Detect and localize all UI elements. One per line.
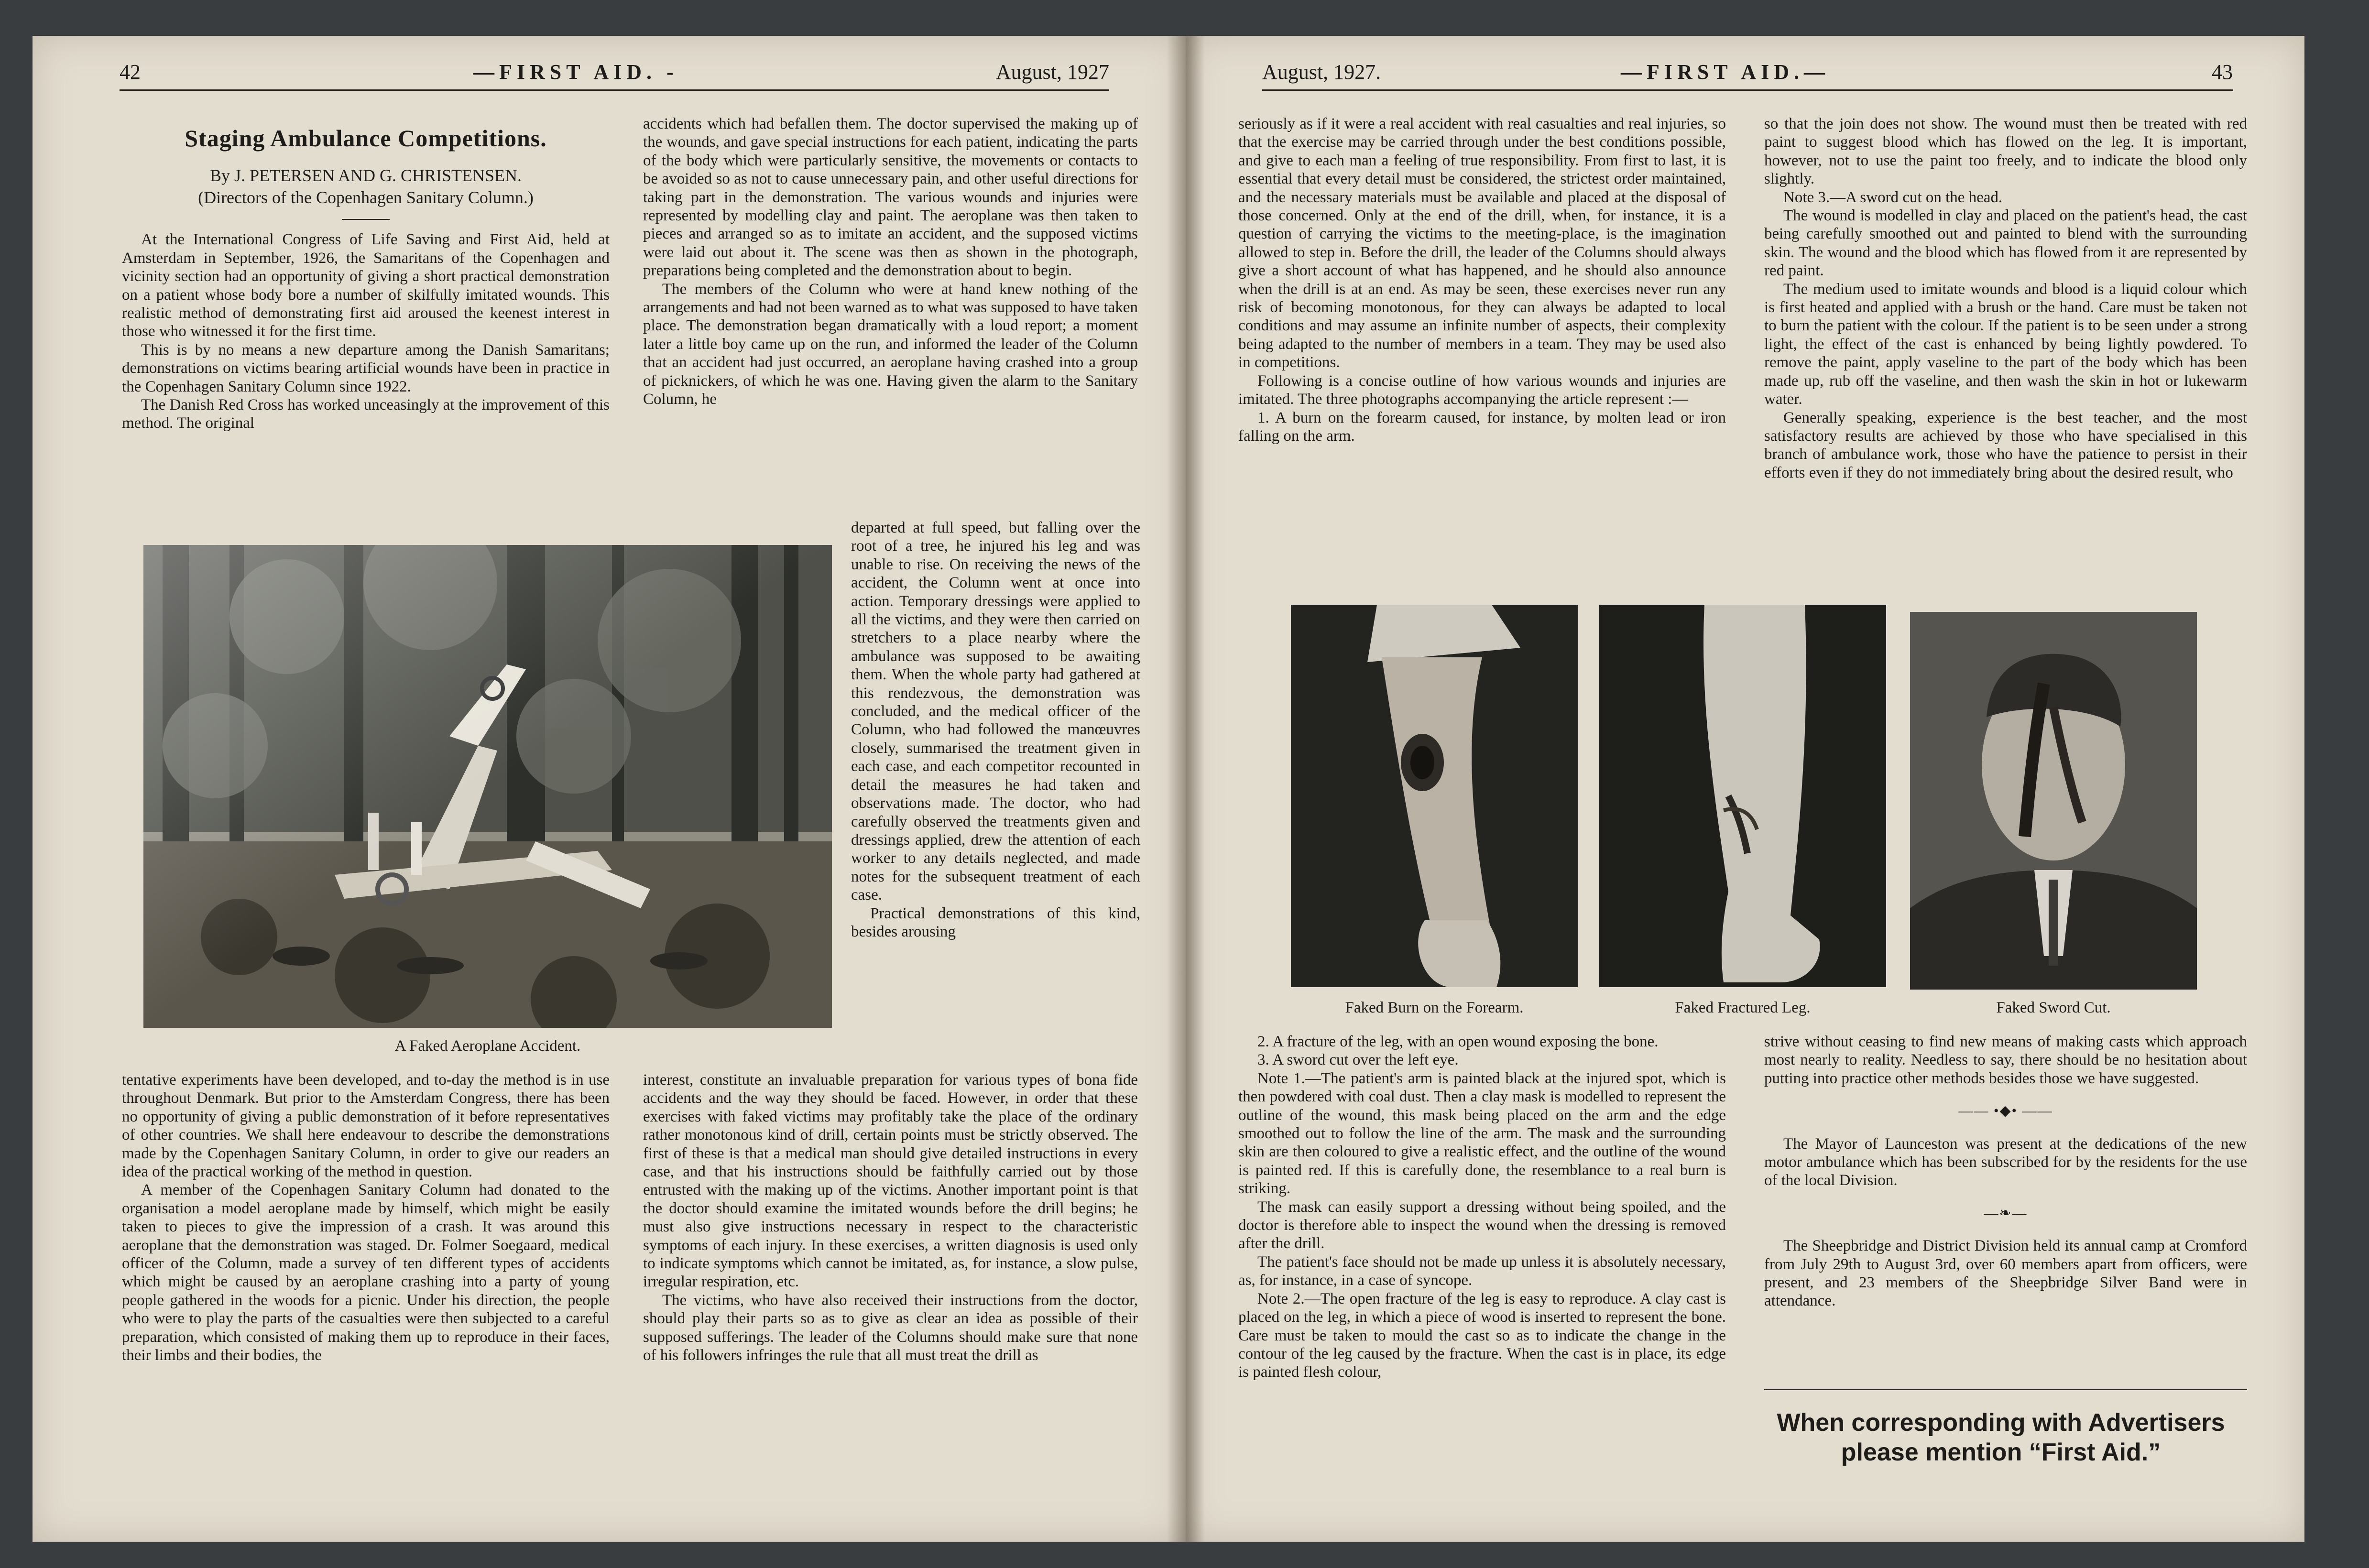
right-column-2-bottom bbox=[1764, 1033, 2247, 1310]
fractured-leg-photo bbox=[1599, 605, 1886, 987]
notice-launceston: The Mayor of Launceston was present at the dedications of the new motor ambulance which has been subscribed for by the residents for the use of the local Division. bbox=[1764, 1135, 2247, 1189]
left-running-header bbox=[120, 48, 1109, 91]
right-column-1-top bbox=[1238, 115, 1726, 445]
paragraph: The victims, who have also received their instructions from the doctor, should play their parts so as to give as clear an idea as possible of their supposed sufferings. The leader of the Columns should make sure that none of his followers infringes the rule that all must treat the drill as bbox=[643, 1291, 1138, 1364]
right-page-number: 43 bbox=[2212, 60, 2233, 84]
paragraph: The wound is modelled in clay and placed on the patient's head, the cast being carefully smoothed out and painted to blend with the surrounding skin. The wound and the blood which has flowed from it are represented by red paint. bbox=[1764, 207, 2247, 280]
burn-photo-caption: Faked Burn on the Forearm. bbox=[1345, 999, 1524, 1016]
paragraph: seriously as if it were a real accident with real casualties and real injuries, so that the exercise may be carried through under the best conditions possible, and give to each man a feeling of true responsibility. From first to last, it is essential that every detail must be considered, the strictest order maintained, and the necessary materials must be available and placed at the disposal of those concerned. Only at the end of the drill, when, for instance, it is a question of carrying the victims to the meeting-place, is the imagination allowed to step in. Before the drill, the leader of the Columns should always give a short account of what has happened, and he should also announce when the drill is at an end. As may be seen, these exercises never run any risk of becoming monotonous, for they can always be adapted to local conditions and may assume an infinite number of aspects, their complexity being adapted to the number of members in a team. They may be used also in competitions. bbox=[1238, 115, 1726, 371]
paragraph: 1. A burn on the forearm caused, for instance, by molten lead or iron falling on the arm. bbox=[1238, 409, 1726, 445]
paragraph: The mask can easily support a dressing without being spoiled, and the doctor is therefore able to inspect the wound when the dressing is removed after the drill. bbox=[1238, 1198, 1726, 1252]
paragraph: departed at full speed, but falling over the root of a tree, he injured his leg and was unable to rise. On receiving the news of the accident, the Column went at once into action. Temporary dressings were applied to all the victims, and they were then carried on stretchers to a place nearby where the ambulance was supposed to be awaiting them. When the whole party had gathered at this rendezvous, the demonstration was concluded, and the medical officer of the Column, who had followed the manœuvres closely, summarised the treatment given in each case, and each competitor recounted in detail the measures he had taken and observations made. The doctor, who had carefully observed the treatments given and dressings applied, drew the attention of each worker to any details neglected, and made notes for the subsequent treatment of each case. bbox=[851, 519, 1140, 904]
left-column-2-narrow bbox=[851, 519, 1140, 941]
paragraph: accidents which had befallen them. The doctor supervised the making up of the wounds, and gave special instructions for each patient, indicating the parts of the body which were particularly sensitive, the movements or contacts to be avoided so as not to cause unnecessary pain, and other useful directions for taking part in the demonstration. The various wounds and injuries were represented by modelling clay and paint. The aeroplane was then taken to pieces and arranged so as to imitate an accident, and the supposed victims were laid out about it. The scene was then as shown in the photograph, preparations being completed and the demonstration about to begin. bbox=[643, 115, 1138, 280]
notice-sheepbridge: The Sheepbridge and District Division held its annual camp at Cromford from July 29th to August 3rd, over 60 members apart from officers, were present, and 23 members of the Sheepbridge Silver Band were in attendance. bbox=[1764, 1237, 2247, 1310]
paragraph: Generally speaking, experience is the best teacher, and the most satisfactory results are achieved by those who have specialised in this branch of ambulance work, those who have the patience to persist in their efforts even if they do not immediately bring about the desired result, who bbox=[1764, 409, 2247, 481]
right-masthead: —FIRST AID.— bbox=[1621, 60, 1830, 84]
title-rule bbox=[342, 219, 390, 220]
ornament-divider: —— •◆• —— bbox=[1958, 1103, 2053, 1119]
paragraph: tentative experiments have been developed, and to-day the method is in use throughout Denmark. But prior to the Amsterdam Congress, there has been no opportunity of giving a public demonstration of it before representatives of other countries. We shall here endeavour to describe the demonstrations made by the Copenhagen Sanitary Column, in order to give our readers an idea of the practical working of the method in question. bbox=[122, 1071, 610, 1181]
note-heading: Note 3.—A sword cut on the head. bbox=[1783, 188, 2003, 206]
fractured-leg-image bbox=[1599, 605, 1886, 987]
left-column-2-top bbox=[643, 115, 1138, 409]
aeroplane-scene-image bbox=[143, 545, 832, 1028]
left-page-number: 42 bbox=[120, 60, 141, 84]
paragraph: Note 1.—The patient's arm is painted black at the injured spot, which is then powdered with coal dust. Then a clay mask is modelled to represent the outline of the wound, this mask being placed on the arm and the edge smoothed out to follow the line of the arm. The mask and the surrounding skin are then coloured to give a realistic effect, and the outline of the wound is painted red. If this is carefully done, the resemblance to a real burn is striking. bbox=[1238, 1069, 1726, 1198]
paragraph: Note 2.—The open fracture of the leg is easy to reproduce. A clay cast is placed on the leg, in which a piece of wood is inserted to represent the bone. Care must be taken to mould the cast so as to indicate the change in the contour of the leg caused by the fracture. When the cast is in place, its edge is painted flesh colour, bbox=[1238, 1290, 1726, 1381]
left-header-rule bbox=[120, 89, 1109, 91]
leg-photo-caption: Faked Fractured Leg. bbox=[1675, 999, 1811, 1016]
advert-rule bbox=[1764, 1389, 2247, 1390]
paragraph: Following is a concise outline of how various wounds and injuries are imitated. The three photographs accompanying the article represent :— bbox=[1238, 372, 1726, 408]
sword-cut-image bbox=[1910, 612, 2197, 990]
right-column-2-top bbox=[1764, 115, 2247, 482]
burn-forearm-photo bbox=[1291, 605, 1578, 987]
left-masthead: —FIRST AID. - bbox=[473, 60, 678, 84]
binding-gutter bbox=[1167, 36, 1205, 1542]
list-item: 2. A fracture of the leg, with an open wound exposing the bone. bbox=[1257, 1033, 1659, 1050]
paragraph: strive without ceasing to find new means of making casts which approach most nearly to reality. Needless to say, there should be no hesitation about putting into practice other methods besides those we have suggested. bbox=[1764, 1033, 2247, 1087]
right-header-rule bbox=[1262, 89, 2233, 91]
advertiser-notice: When corresponding with Advertisers please mention “First Aid.” bbox=[1777, 1409, 2225, 1466]
paragraph: Practical demonstrations of this kind, besides arousing bbox=[851, 904, 1140, 940]
paragraph: The Danish Red Cross has worked unceasingly at the improvement of this method. The original bbox=[122, 396, 610, 432]
aeroplane-accident-photo bbox=[143, 545, 832, 1028]
paragraph: The medium used to imitate wounds and blood is a liquid colour which is first heated and applied with a brush or the hand. Care must be taken not to burn the patient with the colour. If the patient is to be seen under a strong light, the effect of the cast is enhanced by being lightly powdered. To remove the paint, apply vaseline to the part of the body which has been made up, rub off the vaseline, and then wash the skin in hot or lukewarm water. bbox=[1764, 280, 2247, 408]
article-affiliation: (Directors of the Copenhagen Sanitary Column.) bbox=[198, 188, 534, 207]
ornament-divider: —❧— bbox=[1984, 1205, 2028, 1221]
paragraph: This is by no means a new departure among the Danish Samaritans; demonstrations on victims bearing artificial wounds have been in practice in the Copenhagen Sanitary Column since 1922. bbox=[122, 341, 610, 395]
paragraph: At the International Congress of Life Saving and First Aid, held at Amsterdam in September, 1926, the Samaritans of the Copenhagen and vicinity section had an opportunity of giving a short practical demonstration on a patient whose body bore a number of skilfully imitated wounds. This realistic method of demonstrating first aid aroused the keenest interest in those who witnessed it for the first time. bbox=[122, 231, 610, 340]
aeroplane-photo-caption: A Faked Aeroplane Accident. bbox=[394, 1037, 581, 1055]
left-column-1-top bbox=[122, 125, 610, 433]
paragraph: so that the join does not show. The wound must then be treated with red paint to suggest blood which has flowed on the leg. It is important, however, not to use the paint too freely, and to indicate the blood only slightly. bbox=[1764, 115, 2247, 188]
paragraph: The patient's face should not be made up unless it is absolutely necessary, as, for instance, in a case of syncope. bbox=[1238, 1253, 1726, 1289]
right-running-header bbox=[1262, 48, 2233, 91]
paragraph: The members of the Column who were at hand knew nothing of the arrangements and had not been warned as to what was supposed to have taken place. The demonstration began dramatically with a loud report; a moment later a little boy came up on the run, and informed the leader of the Column that an accident had just occurred, an aeroplane having crashed into a group of picknickers, of which he was one. Having given the alarm to the Sanitary Column, he bbox=[643, 280, 1138, 408]
article-authors: By J. PETERSEN AND G. CHRISTENSEN. bbox=[209, 166, 522, 185]
burn-forearm-image bbox=[1291, 605, 1578, 987]
sword-cut-photo bbox=[1910, 612, 2197, 990]
left-column-1-bottom bbox=[122, 1071, 610, 1365]
paragraph: interest, constitute an invaluable preparation for various types of bona fide accidents and the way they should be faced. However, in order that these exercises with faked victims may profitably take the place of the ordinary rather monotonous kind of drill, certain points must be strictly observed. The first of these is that a medical man should give detailed instructions in every case, and that his instructions should be faithfully carried out by those entrusted with the making up of the victims. Another important point is that the doctor should examine the imitated wounds before the drill begins; he must also give instructions necessary in respect to the characteristic symptoms of each injury. In these exercises, a written diagnosis is used only to indicate symptoms which cannot be imitated, as, for instance, a slow pulse, irregular respiration, etc. bbox=[643, 1071, 1138, 1291]
left-column-2-bottom bbox=[643, 1071, 1138, 1365]
right-column-1-bottom bbox=[1238, 1033, 1726, 1382]
right-header-date: August, 1927. bbox=[1262, 60, 1381, 84]
left-header-date: August, 1927 bbox=[995, 60, 1109, 84]
list-item: 3. A sword cut over the left eye. bbox=[1257, 1051, 1459, 1069]
sword-photo-caption: Faked Sword Cut. bbox=[1996, 999, 2111, 1016]
paragraph: A member of the Copenhagen Sanitary Column had donated to the organisation a model aeroplane made by himself, which might be easily taken to pieces to give the impression of a crash. It was around this aeroplane that the demonstration was staged. Dr. Folmer Soegaard, medical officer of the Column, made a survey of ten different types of accidents which might be caused by an aeroplane crashing into a party of young people gathered in the woods for a picnic. Under his direction, the people who were to play the parts of the casualties were then subjected to a careful preparation, which consisted of making them up to reproduce in their faces, their limbs and their bodies, the bbox=[122, 1181, 610, 1364]
article-title: Staging Ambulance Competitions. bbox=[185, 125, 547, 152]
